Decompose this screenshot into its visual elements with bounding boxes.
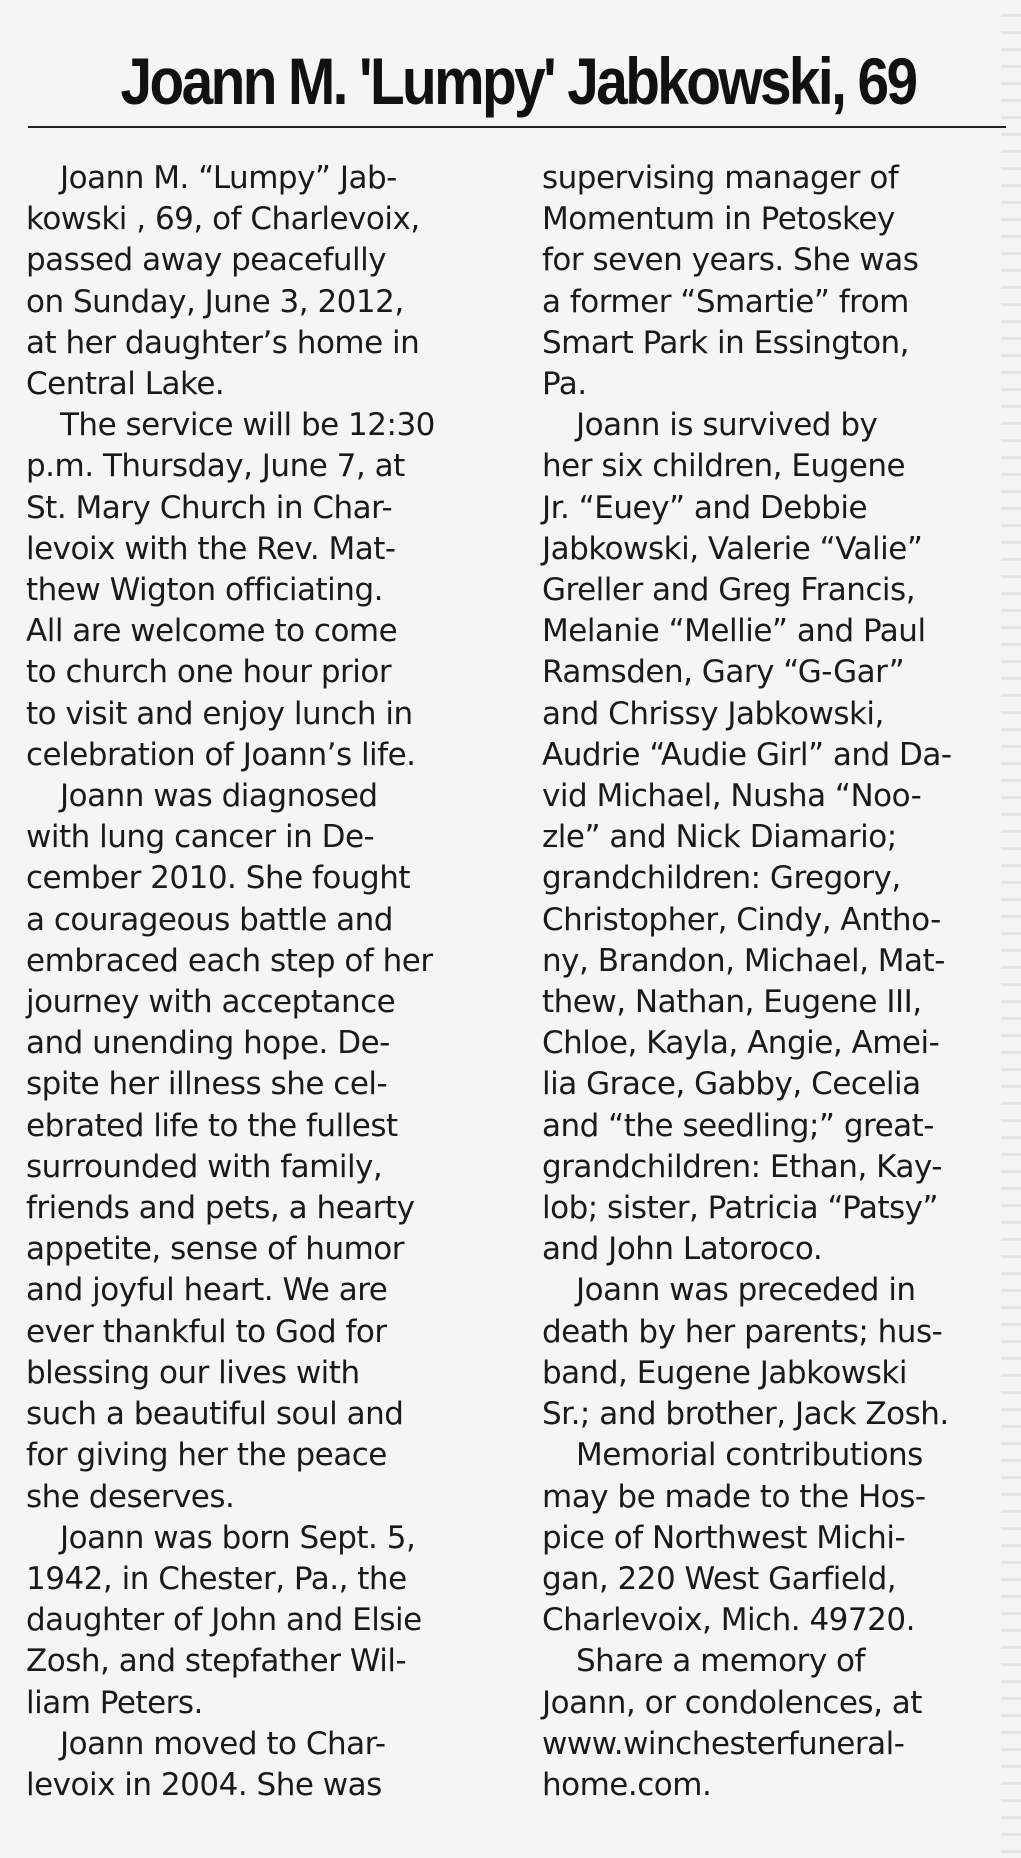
text-line: Sr.; and brother, Jack Zosh.	[542, 1396, 949, 1433]
text-line: Joann moved to Char-	[60, 1725, 386, 1762]
text-line: levoix in 2004. She was	[26, 1766, 382, 1803]
text-line: Joann was born Sept. 5,	[60, 1519, 416, 1556]
text-line: passed away peacefully	[26, 242, 387, 279]
text-line: Momentum in Petoskey	[542, 201, 895, 238]
text-line: to church one hour prior	[26, 654, 392, 691]
text-line: and joyful heart. We are	[26, 1272, 388, 1309]
text-line: supervising manager of	[542, 160, 899, 196]
text-line: Joann was preceded in	[576, 1272, 916, 1309]
text-line: she deserves.	[26, 1478, 235, 1515]
text-line: band, Eugene Jabkowski	[542, 1354, 907, 1391]
text-line: Charlevoix, Mich. 49720.	[542, 1602, 915, 1639]
text-line: on Sunday, June 3, 2012,	[26, 283, 404, 320]
text-line: to visit and enjoy lunch in	[26, 695, 413, 732]
text-line: may be made to the Hos-	[542, 1478, 926, 1515]
text-line: and Chrissy Jabkowski,	[542, 695, 884, 732]
text-line: Melanie “Mellie” and Paul	[542, 613, 926, 650]
text-line: Jabkowski, Valerie “Valie”	[542, 530, 923, 567]
text-line: lia Grace, Gabby, Cecelia	[542, 1066, 921, 1103]
text-line: journey with acceptance	[26, 984, 396, 1021]
text-line: at her daughter’s home in	[26, 324, 420, 361]
text-line: liam Peters.	[26, 1684, 203, 1721]
text-line: lob; sister, Patricia “Patsy”	[542, 1190, 939, 1227]
text-line: Jr. “Euey” and Debbie	[542, 489, 868, 526]
text-line: celebration of Joann’s life.	[26, 736, 416, 773]
text-line: for seven years. She was	[542, 242, 919, 279]
text-line: daughter of John and Elsie	[26, 1602, 422, 1639]
text-line: vid Michael, Nusha “Noo-	[542, 778, 922, 815]
text-line: ny, Brandon, Michael, Mat-	[542, 942, 945, 979]
text-line: Joann was diagnosed	[60, 778, 378, 815]
text-line: with lung cancer in De-	[26, 819, 375, 856]
text-line: her six children, Eugene	[542, 448, 906, 485]
text-line: Ramsden, Gary “G-Gar”	[542, 654, 905, 691]
text-line: home.com.	[542, 1766, 712, 1803]
text-line: 1942, in Chester, Pa., the	[26, 1560, 407, 1597]
text-line: Smart Park in Essington,	[542, 324, 910, 361]
text-line: All are welcome to come	[26, 613, 398, 650]
text-line: gan, 220 West Garfield,	[542, 1560, 897, 1597]
text-line: St. Mary Church in Char-	[26, 489, 393, 526]
text-line: Audrie “Audie Girl” and Da-	[542, 736, 952, 773]
text-line: Pa.	[542, 366, 587, 403]
text-line: Joann, or condolences, at	[542, 1684, 922, 1721]
text-line: levoix with the Rev. Mat-	[26, 530, 396, 567]
text-line: pice of Northwest Michi-	[542, 1519, 906, 1556]
text-line: ebrated life to the fullest	[26, 1107, 398, 1144]
text-line: blessing our lives with	[26, 1354, 360, 1391]
text-line: Greller and Greg Francis,	[542, 572, 916, 609]
text-line: kowski , 69, of Charlevoix,	[26, 201, 420, 238]
text-line: cember 2010. She fought	[26, 860, 411, 897]
text-line: and unending hope. De-	[26, 1025, 390, 1062]
text-line: a courageous battle and	[26, 901, 393, 938]
text-line: Joann is survived by	[576, 407, 878, 444]
text-line: Chloe, Kayla, Angie, Amei-	[542, 1025, 940, 1062]
text-line: www.winchesterfuneral-	[542, 1725, 905, 1762]
text-line: surrounded with family,	[26, 1148, 383, 1185]
text-line: Central Lake.	[26, 366, 225, 403]
obituary-headline: Joann M. 'Lumpy' Jabkowski, 69	[120, 44, 916, 118]
text-line: a former “Smartie” from	[542, 283, 909, 320]
text-line: spite her illness she cel-	[26, 1066, 388, 1103]
text-line: Zosh, and stepfather Wil-	[26, 1643, 407, 1680]
right-text-column	[542, 158, 1010, 1806]
text-line: thew Wigton officiating.	[26, 572, 383, 609]
text-line: embraced each step of her	[26, 942, 433, 979]
text-line: grandchildren: Ethan, Kay-	[542, 1148, 942, 1185]
text-line: and “the seedling;” great-	[542, 1107, 934, 1144]
left-text-column	[26, 158, 504, 1806]
text-line: friends and pets, a hearty	[26, 1190, 415, 1227]
text-line: appetite, sense of humor	[26, 1231, 405, 1268]
text-line: death by her parents; hus-	[542, 1313, 943, 1350]
text-line: and John Latoroco.	[542, 1231, 823, 1268]
text-line: ever thankful to God for	[26, 1313, 387, 1350]
text-line: Joann M. “Lumpy” Jab-	[60, 160, 397, 196]
text-line: for giving her the peace	[26, 1437, 387, 1474]
text-line: grandchildren: Gregory,	[542, 860, 901, 897]
text-line: The service will be 12:30	[60, 407, 435, 444]
text-line: Share a memory of	[576, 1643, 865, 1680]
text-line: Christopher, Cindy, Antho-	[542, 901, 941, 938]
text-line: zle” and Nick Diamario;	[542, 819, 897, 856]
text-line: such a beautiful soul and	[26, 1396, 404, 1433]
text-line: Memorial contributions	[576, 1437, 923, 1474]
headline-rule	[28, 126, 1006, 128]
text-line: thew, Nathan, Eugene III,	[542, 984, 922, 1021]
text-line: p.m. Thursday, June 7, at	[26, 448, 405, 485]
